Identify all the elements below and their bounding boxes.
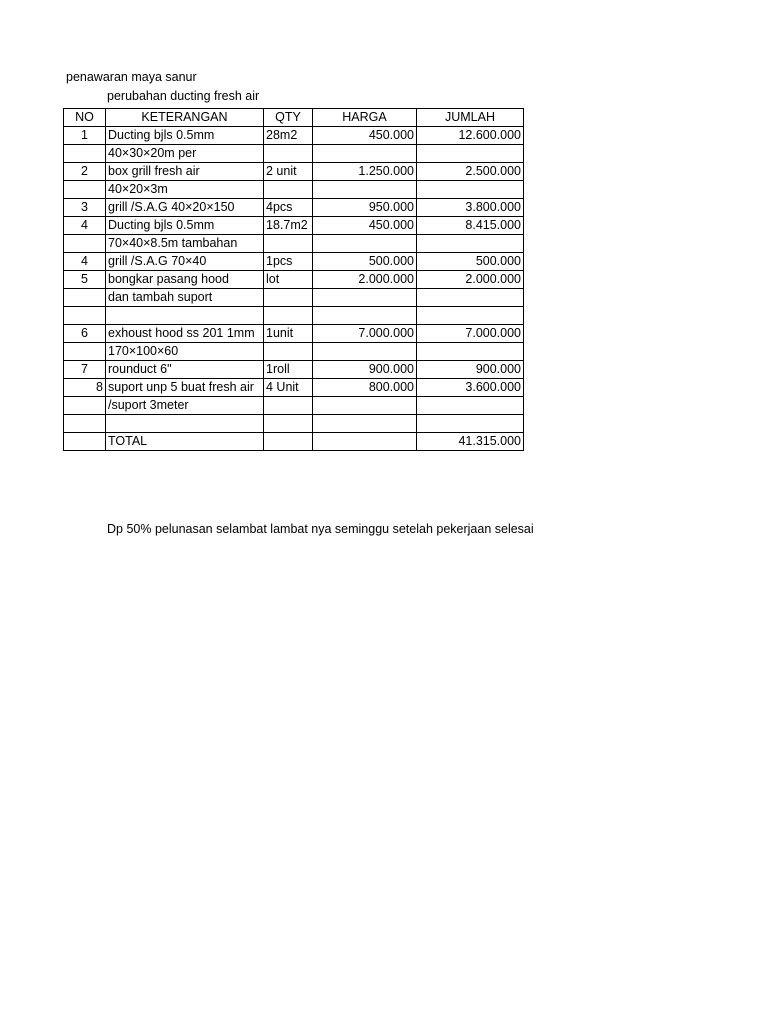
cell-no xyxy=(64,289,106,307)
table-row xyxy=(64,307,524,325)
cell-keterangan: 70×40×8.5m tambahan xyxy=(106,235,264,253)
cell-keterangan: grill /S.A.G 70×40 xyxy=(106,253,264,271)
cell-keterangan: rounduct 6" xyxy=(106,361,264,379)
cell-qty: 28m2 xyxy=(264,127,313,145)
cell-jumlah: 500.000 xyxy=(417,253,524,271)
cell-keterangan: exhoust hood ss 201 1mm xyxy=(106,325,264,343)
table-row xyxy=(64,145,524,163)
table-row xyxy=(64,343,524,361)
cell-harga xyxy=(313,181,417,199)
cell-qty xyxy=(264,289,313,307)
cell-qty xyxy=(264,235,313,253)
cell-qty: 4 Unit xyxy=(264,379,313,397)
cell-harga xyxy=(313,289,417,307)
cell-harga xyxy=(313,235,417,253)
quotation-table xyxy=(63,108,524,451)
cell-qty: 1roll xyxy=(264,361,313,379)
cell-keterangan: Ducting bjls 0.5mm xyxy=(106,127,264,145)
table-row xyxy=(64,181,524,199)
cell-qty xyxy=(264,181,313,199)
cell-jumlah: 8.415.000 xyxy=(417,217,524,235)
table-row xyxy=(64,253,524,271)
cell-jumlah: 3.600.000 xyxy=(417,379,524,397)
table-row xyxy=(64,127,524,145)
cell-jumlah: 41.315.000 xyxy=(417,433,524,451)
table-row xyxy=(64,397,524,415)
cell-jumlah: 900.000 xyxy=(417,361,524,379)
cell-harga xyxy=(313,433,417,451)
cell-no: 6 xyxy=(64,325,106,343)
table-row xyxy=(64,199,524,217)
header-no: NO xyxy=(64,109,106,127)
table-header-row xyxy=(64,109,524,127)
cell-qty: 18.7m2 xyxy=(264,217,313,235)
table-row xyxy=(64,217,524,235)
cell-jumlah: 7.000.000 xyxy=(417,325,524,343)
cell-keterangan: TOTAL xyxy=(106,433,264,451)
cell-harga: 1.250.000 xyxy=(313,163,417,181)
cell-qty xyxy=(264,307,313,325)
cell-jumlah xyxy=(417,307,524,325)
cell-keterangan: /suport 3meter xyxy=(106,397,264,415)
table-row xyxy=(64,271,524,289)
table-body xyxy=(64,127,524,451)
table-row xyxy=(64,235,524,253)
cell-no: 8 xyxy=(64,379,106,397)
table-row xyxy=(64,379,524,397)
cell-keterangan: grill /S.A.G 40×20×150 xyxy=(106,199,264,217)
cell-qty: 1unit xyxy=(264,325,313,343)
document-title: penawaran maya sanur xyxy=(66,70,197,84)
cell-no xyxy=(64,181,106,199)
cell-harga xyxy=(313,415,417,433)
table-row xyxy=(64,415,524,433)
cell-harga: 7.000.000 xyxy=(313,325,417,343)
cell-jumlah xyxy=(417,145,524,163)
cell-harga xyxy=(313,343,417,361)
cell-no xyxy=(64,343,106,361)
cell-jumlah xyxy=(417,289,524,307)
cell-jumlah xyxy=(417,397,524,415)
cell-jumlah: 2.000.000 xyxy=(417,271,524,289)
cell-keterangan: 170×100×60 xyxy=(106,343,264,361)
cell-keterangan: box grill fresh air xyxy=(106,163,264,181)
header-harga: HARGA xyxy=(313,109,417,127)
header-jumlah: JUMLAH xyxy=(417,109,524,127)
cell-harga xyxy=(313,145,417,163)
cell-qty xyxy=(264,145,313,163)
payment-note: Dp 50% pelunasan selambat lambat nya seminggu setelah pekerjaan selesai xyxy=(107,522,534,536)
cell-no: 4 xyxy=(64,253,106,271)
cell-qty xyxy=(264,343,313,361)
cell-no xyxy=(64,433,106,451)
cell-jumlah xyxy=(417,343,524,361)
table-row xyxy=(64,289,524,307)
cell-qty: 2 unit xyxy=(264,163,313,181)
document-subtitle: perubahan ducting fresh air xyxy=(107,89,260,103)
cell-qty xyxy=(264,415,313,433)
cell-harga xyxy=(313,307,417,325)
total-row xyxy=(64,433,524,451)
cell-no: 2 xyxy=(64,163,106,181)
cell-qty xyxy=(264,397,313,415)
cell-keterangan: suport unp 5 buat fresh air xyxy=(106,379,264,397)
cell-keterangan xyxy=(106,307,264,325)
cell-jumlah xyxy=(417,181,524,199)
cell-keterangan xyxy=(106,415,264,433)
cell-jumlah: 2.500.000 xyxy=(417,163,524,181)
cell-harga: 800.000 xyxy=(313,379,417,397)
cell-no xyxy=(64,235,106,253)
cell-harga: 950.000 xyxy=(313,199,417,217)
cell-no: 5 xyxy=(64,271,106,289)
cell-keterangan: 40×20×3m xyxy=(106,181,264,199)
table-row xyxy=(64,361,524,379)
cell-no: 7 xyxy=(64,361,106,379)
cell-no: 4 xyxy=(64,217,106,235)
cell-no xyxy=(64,397,106,415)
cell-harga: 450.000 xyxy=(313,217,417,235)
cell-jumlah xyxy=(417,415,524,433)
cell-keterangan: bongkar pasang hood xyxy=(106,271,264,289)
cell-no xyxy=(64,307,106,325)
cell-harga: 900.000 xyxy=(313,361,417,379)
cell-jumlah xyxy=(417,235,524,253)
cell-keterangan: dan tambah suport xyxy=(106,289,264,307)
cell-harga: 450.000 xyxy=(313,127,417,145)
cell-harga: 500.000 xyxy=(313,253,417,271)
cell-qty xyxy=(264,433,313,451)
table-row xyxy=(64,325,524,343)
cell-no xyxy=(64,145,106,163)
cell-no: 1 xyxy=(64,127,106,145)
cell-qty: lot xyxy=(264,271,313,289)
header-qty: QTY xyxy=(264,109,313,127)
cell-qty: 1pcs xyxy=(264,253,313,271)
cell-harga xyxy=(313,397,417,415)
cell-jumlah: 12.600.000 xyxy=(417,127,524,145)
cell-harga: 2.000.000 xyxy=(313,271,417,289)
header-keterangan: KETERANGAN xyxy=(106,109,264,127)
cell-keterangan: Ducting bjls 0.5mm xyxy=(106,217,264,235)
cell-no: 3 xyxy=(64,199,106,217)
cell-no xyxy=(64,415,106,433)
cell-qty: 4pcs xyxy=(264,199,313,217)
cell-keterangan: 40×30×20m per xyxy=(106,145,264,163)
table-row xyxy=(64,163,524,181)
cell-jumlah: 3.800.000 xyxy=(417,199,524,217)
